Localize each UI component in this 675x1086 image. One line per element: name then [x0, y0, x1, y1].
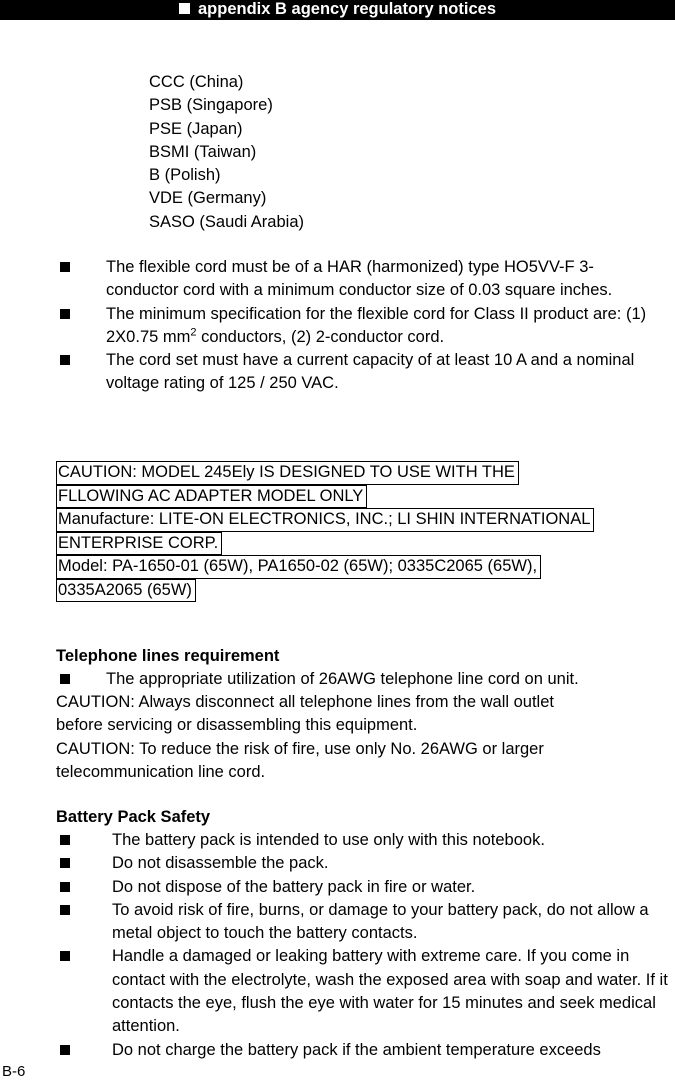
page-number: B-6 [2, 1063, 26, 1080]
battery-list [0, 829, 675, 1062]
battery-section [56, 806, 671, 829]
header-title: appendix B agency regulatory notices [198, 0, 496, 18]
list-item [0, 829, 675, 852]
square-bullet-icon [60, 1045, 70, 1055]
list-item [0, 303, 675, 350]
caution-line: Manufacture: LITE-ON ELECTRONICS, INC.; LI SHIN INTERNATIONAL [56, 508, 594, 532]
list-item-text: The appropriate utilization of 26AWG telephone line cord on unit. [106, 670, 579, 688]
approval-item: PSB (Singapore) [149, 96, 273, 115]
page-header [0, 0, 675, 20]
list-item-text: The cord set must have a current capacity of at least 10 A and a nominal voltage rating of 125 / 250 VAC. [106, 351, 635, 393]
list-item-text-part: conductors, (2) 2-conductor cord. [196, 327, 445, 346]
section-title: Telephone lines requirement [56, 647, 280, 665]
section-title: Battery Pack Safety [56, 808, 211, 826]
caution-text: before servicing or disassembling this equipment. [56, 716, 418, 735]
telephone-cautions [56, 691, 671, 784]
list-item-text: The battery pack is intended to use only with this notebook. [112, 831, 545, 849]
list-item [0, 1039, 675, 1062]
caution-line: FLLOWING AC ADAPTER MODEL ONLY [56, 485, 367, 509]
square-bullet-icon [60, 905, 70, 915]
adapter-caution [56, 461, 594, 602]
approval-item: SASO (Saudi Arabia) [149, 212, 304, 231]
caution-line: 0335A2065 (65W) [56, 579, 196, 603]
approval-item: B (Polish) [149, 166, 221, 185]
caution-line: Model: PA-1650-01 (65W), PA1650-02 (65W); 0335C2065 (65W), [56, 555, 541, 579]
approval-item: CCC (China) [149, 73, 244, 91]
approval-item: BSMI (Taiwan) [149, 142, 257, 161]
list-item [0, 256, 675, 303]
square-bullet-icon [179, 3, 190, 14]
square-bullet-icon [60, 262, 70, 272]
square-bullet-icon [60, 355, 70, 365]
list-item [0, 668, 675, 691]
square-bullet-icon [60, 858, 70, 868]
telephone-list [0, 668, 675, 691]
caution-text: CAUTION: Always disconnect all telephone lines from the wall outlet [56, 693, 554, 711]
square-bullet-icon [60, 674, 70, 684]
list-item-text: Do not charge the battery pack if the ambient temperature exceeds [112, 1040, 601, 1059]
square-bullet-icon [60, 309, 70, 319]
caution-text: telecommunication line cord. [56, 762, 266, 781]
list-item [0, 852, 675, 875]
list-item-text: The flexible cord must be of a HAR (harmonized) type HO5VV-F 3-conductor cord with a minimum conductor size of 0.03 square inches. [106, 258, 613, 300]
cord-requirements-list [0, 256, 675, 396]
list-item-text: Handle a damaged or leaking battery with extreme care. If you come in contact with the electrolyte, wash the exposed area with soap and water. If it contacts the eye, flush the eye with water for 15 minutes and seek medical attention. [112, 947, 668, 1036]
superscript: 2 [190, 326, 197, 339]
caution-line: ENTERPRISE CORP. [56, 532, 222, 556]
list-item-text: To avoid risk of fire, burns, or damage to your battery pack, do not allow a metal object to touch the battery contacts. [112, 900, 649, 943]
square-bullet-icon [60, 835, 70, 845]
list-item-text: Do not disassemble the pack. [112, 854, 329, 873]
square-bullet-icon [60, 951, 70, 961]
telephone-section [56, 645, 671, 668]
list-item [0, 945, 675, 1038]
square-bullet-icon [60, 882, 70, 892]
list-item-text [106, 303, 666, 350]
list-item [0, 876, 675, 899]
caution-line: CAUTION: MODEL 245Ely IS DESIGNED TO USE WITH THE [56, 461, 519, 485]
approval-item: PSE (Japan) [149, 119, 243, 138]
list-item-text: Do not dispose of the battery pack in fire or water. [112, 877, 476, 896]
list-item-text-part: The minimum specification for the flexible cord for Class II product are: (1) 2X0.75 mm [106, 304, 647, 346]
list-item [0, 349, 675, 396]
list-item [0, 899, 675, 946]
approval-list [149, 71, 304, 234]
caution-text: CAUTION: To reduce the risk of fire, use only No. 26AWG or larger [56, 739, 544, 758]
approval-item: VDE (Germany) [149, 189, 267, 208]
